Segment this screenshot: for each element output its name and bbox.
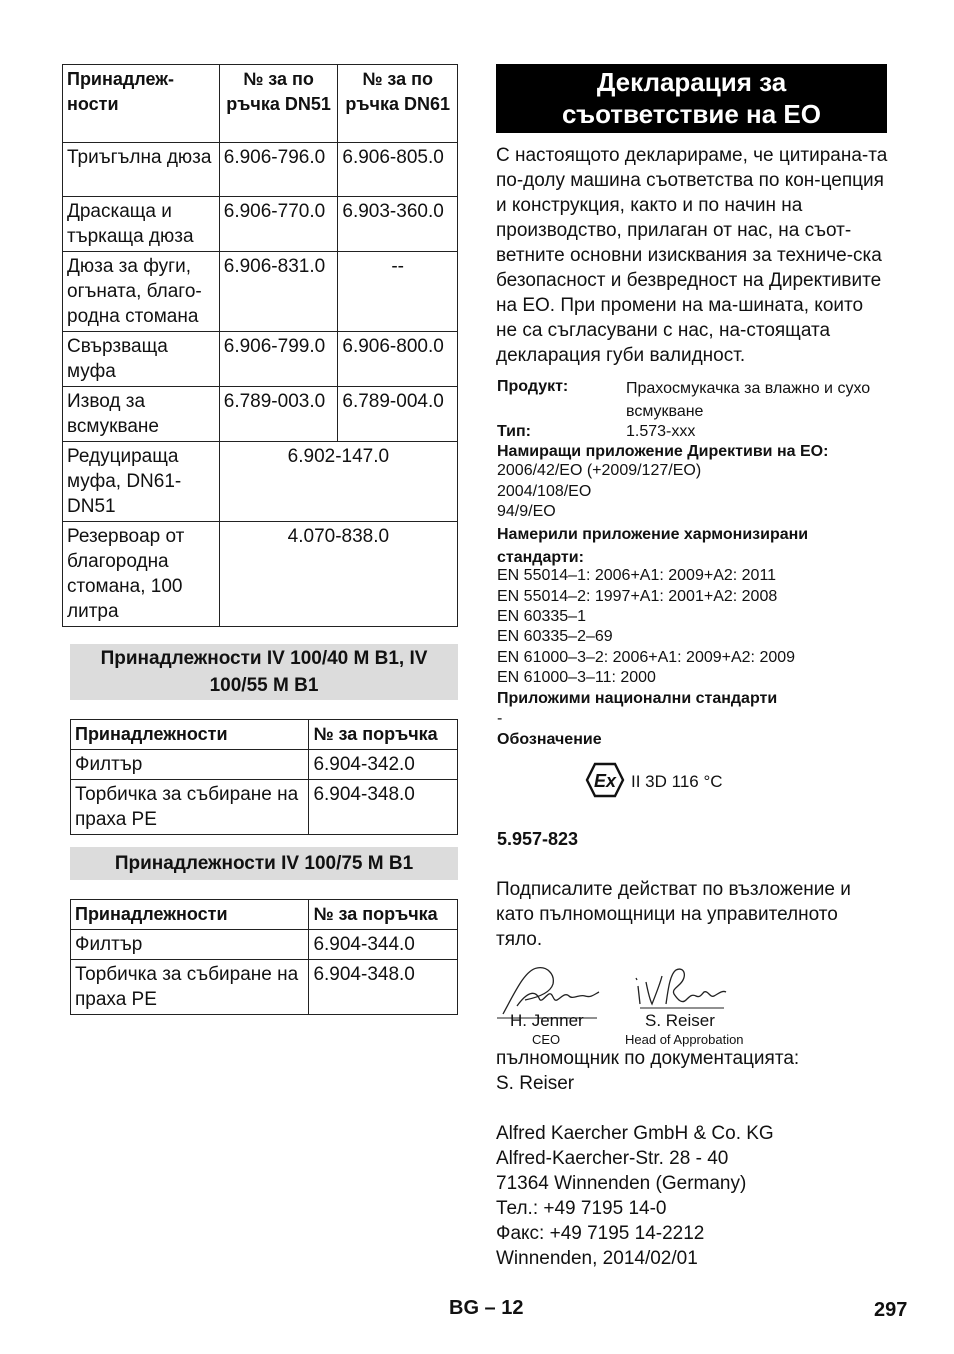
table-row xyxy=(63,442,458,522)
cell: 6.906-770.0 xyxy=(219,197,338,252)
company-line: Факс: +49 7195 14-2212 xyxy=(496,1223,705,1244)
company-line: Winnenden, 2014/02/01 xyxy=(496,1248,698,1269)
table-row xyxy=(63,197,458,252)
section-heading xyxy=(70,644,458,700)
cell: 6.904-342.0 xyxy=(309,750,458,780)
signer2-role: Head of Approbation xyxy=(625,1032,744,1047)
cell: 6.906-796.0 xyxy=(219,143,338,197)
footer-language-page: BG – 12 xyxy=(449,1297,524,1319)
column-header: № за по ръчка DN51 xyxy=(219,65,338,143)
cell: Торбичка за събиране на праха PE xyxy=(71,960,309,1015)
table-row xyxy=(71,780,458,835)
ex-hexagon-icon xyxy=(585,762,625,798)
table-row xyxy=(71,930,458,960)
signers-text: Подписалите действат по възложение и като пълномощници на управителното тяло. xyxy=(496,879,851,950)
ex-text: II 3D 116 °C xyxy=(631,772,723,791)
cell: 6.906-799.0 xyxy=(219,332,338,387)
cell: 6.789-003.0 xyxy=(219,387,338,442)
standard-item: EN 60335–2–69 xyxy=(497,628,613,645)
company-line: Тел.: +49 7195 14-0 xyxy=(496,1198,667,1219)
column-header: № за по ръчка DN61 xyxy=(338,65,458,143)
cell: 6.906-800.0 xyxy=(338,332,458,387)
documentation-agent: пълномощник по документацията: xyxy=(496,1048,800,1069)
table-row xyxy=(71,960,458,1015)
company-line: Alfred Kaercher GmbH & Co. KG xyxy=(496,1123,774,1144)
type-value: 1.573-xxx xyxy=(626,423,696,440)
product-label: Продукт: xyxy=(497,378,569,395)
company-line: 71364 Winnenden (Germany) xyxy=(496,1173,747,1194)
product-value: Прахосмукачка за влажно и сухо всмукване xyxy=(626,380,871,420)
signer1-role: CEO xyxy=(532,1032,561,1047)
cell: Дюза за фуги, огъната, благо-родна стомана xyxy=(63,252,220,332)
section-heading-text: Принадлежности IV 100/40 M B1, IV 100/55 M B1 xyxy=(100,648,428,696)
svg-text:Ex: Ex xyxy=(593,771,617,791)
marking-label: Обозначение xyxy=(497,731,602,748)
signer1-name: H. Jenner xyxy=(510,1011,584,1030)
standard-item: EN 61000–3–11: 2000 xyxy=(497,669,656,686)
type-label: Тип: xyxy=(497,423,531,440)
cell: 6.902-147.0 xyxy=(219,442,457,522)
cell: 6.904-344.0 xyxy=(309,930,458,960)
declaration-title-text: Декларация за съответствие на ЕО xyxy=(562,67,821,129)
standard-item: EN 61000–3–2: 2006+A1: 2009+A2: 2009 xyxy=(497,649,796,666)
cell: Драскаща и търкаща дюза xyxy=(63,197,220,252)
directive-item: 2004/108/EO xyxy=(497,483,592,500)
table-row xyxy=(63,387,458,442)
standard-item: EN 55014–1: 2006+A1: 2009+A2: 2011 xyxy=(497,567,777,584)
cell: Филтър xyxy=(71,930,309,960)
cell: 6.904-348.0 xyxy=(309,960,458,1015)
cell: 6.904-348.0 xyxy=(309,780,458,835)
signer2-name: S. Reiser xyxy=(645,1011,715,1030)
table-row xyxy=(63,252,458,332)
table-row xyxy=(63,522,458,627)
document-number: 5.957-823 xyxy=(497,829,579,849)
column-header: № за поръчка xyxy=(309,900,458,930)
declaration-title xyxy=(496,64,887,133)
cell: 6.906-831.0 xyxy=(219,252,338,332)
directive-item: 2006/42/EO (+2009/127/EO) xyxy=(497,462,702,479)
cell: Триъгълна дюза xyxy=(63,143,220,197)
ex-marking xyxy=(585,762,735,798)
cell: Редуцираща муфа, DN61-DN51 xyxy=(63,442,220,522)
cell: Торбичка за събиране на праха PE xyxy=(71,780,309,835)
standard-item: EN 55014–2: 1997+A1: 2001+A2: 2008 xyxy=(497,588,778,605)
standard-item: EN 60335–1 xyxy=(497,608,586,625)
directives-label: Намиращи приложение Директиви на ЕО: xyxy=(497,443,829,460)
cell: 6.789-004.0 xyxy=(338,387,458,442)
cell: Резервоар от благородна стомана, 100 литра xyxy=(63,522,220,627)
table-row xyxy=(63,332,458,387)
cell: Извод за всмукване xyxy=(63,387,220,442)
cell: Свързваща муфа xyxy=(63,332,220,387)
cell: 6.903-360.0 xyxy=(338,197,458,252)
declaration-intro: С настоящото декларираме, че цитирана-та по-долу машина съответства по кон-цепция и конструкция, както и по начин на производство, прилаган от нас, на съот-ветните основни изисквания за техниче-ска безопасност и безвредност на Директивите на ЕО. При промени на ма-шината, които не са съгласувани с нас, на-стоящата декларация губи валидност. xyxy=(496,145,888,366)
company-line: Alfred-Kaercher-Str. 28 - 40 xyxy=(496,1148,729,1169)
column-header: Принадлежности xyxy=(71,720,309,750)
table-row xyxy=(71,750,458,780)
column-header: Принадлежности xyxy=(71,900,309,930)
section-heading-text: Принадлежности IV 100/75 M B1 xyxy=(114,853,414,874)
cell: -- xyxy=(338,252,458,332)
cell: 4.070-838.0 xyxy=(219,522,457,627)
footer-page-number: 297 xyxy=(874,1299,908,1321)
documentation-agent-name: S. Reiser xyxy=(496,1073,575,1094)
section-heading xyxy=(70,847,458,880)
national-standards-label: Приложими национални стандарти xyxy=(497,690,778,707)
cell: Филтър xyxy=(71,750,309,780)
cell: 6.906-805.0 xyxy=(338,143,458,197)
accessories-table-1 xyxy=(62,64,458,627)
accessories-table-3 xyxy=(70,899,458,1015)
table-row xyxy=(63,143,458,197)
national-standards-value: - xyxy=(497,710,503,727)
directive-item: 94/9/EO xyxy=(497,503,556,520)
accessories-table-2 xyxy=(70,719,458,835)
column-header: № за поръчка xyxy=(309,720,458,750)
standards-label: Намерили приложение хармонизирани стандарти: xyxy=(497,526,809,566)
signature-reiser xyxy=(632,964,732,1014)
column-header: Принадлеж-ности xyxy=(63,65,220,143)
